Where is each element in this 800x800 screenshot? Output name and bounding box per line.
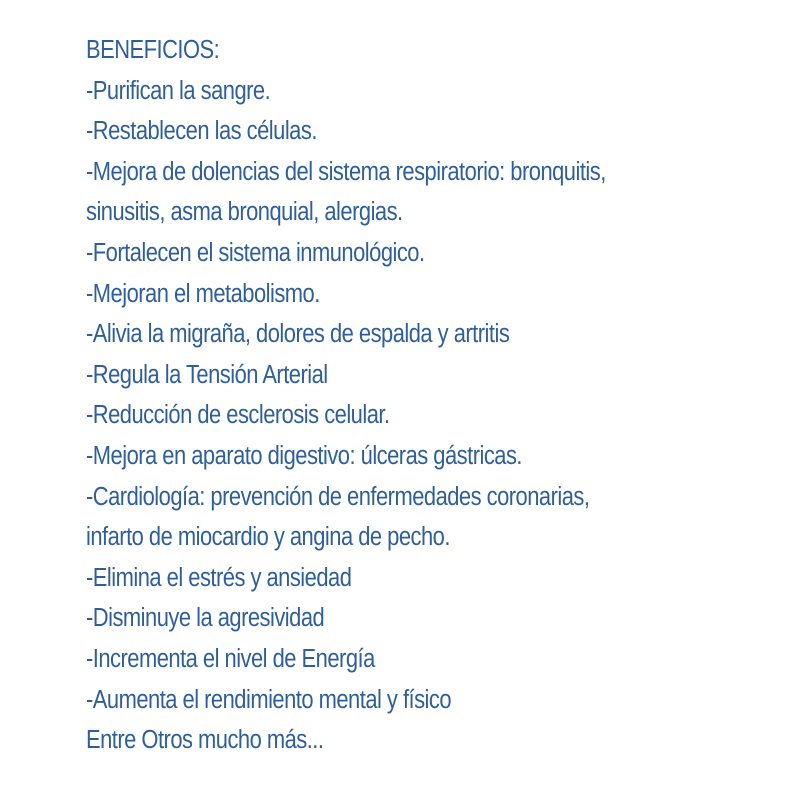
heading: BENEFICIOS: [86, 36, 220, 64]
benefit-line: -Alivia la migraña, dolores de espalda y artritis [86, 320, 510, 349]
benefit-line: sinusitis, asma bronquial, alergias. [86, 198, 403, 227]
benefit-line: -Reducción de esclerosis celular. [86, 401, 390, 430]
benefit-line: -Mejora en aparato digestivo: úlceras gástricas. [86, 441, 522, 470]
benefit-line: -Fortalecen el sistema inmunológico. [86, 238, 425, 267]
benefits-document [86, 30, 679, 761]
benefit-line: -Purifican la sangre. [86, 76, 271, 105]
benefit-line: infarto de miocardio y angina de pecho. [86, 523, 450, 552]
benefit-line: -Restablecen las células. [86, 117, 317, 146]
benefit-line: -Cardiología: prevención de enfermedades coronarias, [86, 482, 590, 511]
benefit-line: -Disminuye la agresividad [86, 604, 325, 633]
benefit-line: -Aumenta el rendimiento mental y físico [86, 685, 452, 714]
benefit-line: -Mejora de dolencias del sistema respiratorio: bronquitis, [86, 157, 606, 186]
benefit-line: -Incrementa el nivel de Energía [86, 644, 375, 673]
footer-text: Entre Otros mucho más... [86, 726, 324, 755]
benefit-line: -Elimina el estrés y ansiedad [86, 563, 352, 592]
benefit-line: -Mejoran el metabolismo. [86, 279, 320, 308]
benefit-line: -Regula la Tensión Arterial [86, 360, 328, 389]
